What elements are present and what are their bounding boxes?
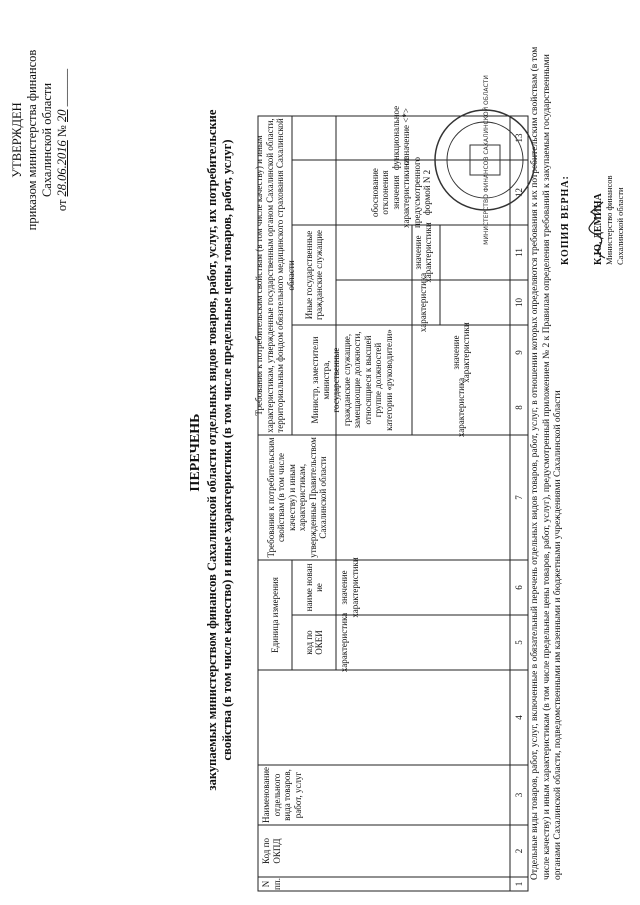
- header-name: Наименование отдельного вида товаров, работ, услуг: [261, 766, 303, 824]
- col-num-1: 1: [513, 881, 524, 887]
- subtitle-line-1: закупаемых министерством финансов Сахалинской области отдельных видов товаров, работ, услуг, их потребительские: [205, 109, 219, 791]
- header-other-staff: Иные государственные гражданские служащие: [303, 229, 324, 321]
- signer-org-2: Сахалинской области: [615, 187, 625, 265]
- col-num-8: 8: [513, 405, 524, 410]
- header-unit: Единица измерения: [269, 577, 280, 653]
- header-n: N пп.: [261, 878, 282, 890]
- signer-name: К.Ю. ДЕМИНА: [593, 193, 604, 265]
- approval-heading: УТВЕРЖДЕН: [10, 102, 24, 178]
- header-justification: обоснование отклонения значения характеристики от предусмотренного формой N 2: [369, 157, 432, 228]
- col-num-12: 12: [513, 188, 524, 197]
- col-num-5: 5: [513, 640, 524, 645]
- header-minister-char: характеристика: [455, 377, 466, 438]
- header-gov-requirements: Требования к потребительским свойствам (в том числе качеству) и иным характеристикам, утвержденные Правительством Сахалинской области: [265, 437, 328, 558]
- header-other-value: значение характеристики: [412, 222, 433, 283]
- header-okpd: Код по ОКПД: [261, 838, 282, 864]
- col-num-10: 10: [513, 298, 524, 307]
- approval-date: 28.06.2016: [55, 140, 69, 197]
- header-function: функциональное назначение <*>: [390, 105, 411, 171]
- col-num-4: 4: [513, 715, 524, 720]
- col-num-9: 9: [513, 350, 524, 355]
- approval-line-2: Сахалинской области: [40, 82, 54, 198]
- col-num-13: 13: [513, 133, 524, 143]
- footnote: Отдельные виды товаров, работ, услуг, включенные в обязательный перечень отдельных видов товаров, работ, услуг, в отношении которых определяются требования к их потребительским свойствам (в том числе качеству) и иным характеристикам (в том числе предельные цены товаров, работ, услуг), предусмотренный приложением № 2 к Правилам определения требований к закупаемым государственными органами Сахалинской области, подведомственными им казенными и бюджетными учреждениями Сахалинской области: [530, 46, 563, 880]
- copy-stamp: КОПИЯ ВЕРНА:: [560, 175, 571, 265]
- col-num-6: 6: [513, 585, 524, 590]
- document-title: ПЕРЕЧЕНЬ: [188, 413, 203, 492]
- col-num-7: 7: [513, 495, 524, 500]
- approval-line-1: приказом министерства финансов: [25, 49, 39, 231]
- header-spacer: [258, 670, 510, 765]
- approval-date-line: от 28.06.2016 № 20 ______: [55, 68, 69, 212]
- approval-number: 20: [55, 109, 69, 122]
- header-org-requirements: Требования к потребительским свойствам (в том числе качеству) и иным характеристикам, утвержденные государственным органом Сахалинской области, территориальным фондом обязательного медицинского страхования Сахалинской области: [254, 118, 296, 433]
- header-gov-value: значение характеристики: [339, 557, 360, 618]
- col-num-3: 3: [513, 792, 524, 798]
- handwritten-signature: [585, 200, 615, 260]
- header-unit-name: наиме нован ие: [303, 563, 324, 612]
- header-other-char: характеристика: [417, 272, 428, 333]
- number-label: №: [55, 125, 69, 138]
- col-num-11: 11: [513, 248, 524, 257]
- seal-text: МИНИСТЕРСТВО ФИНАНСОВ САХАЛИНСКОЙ ОБЛАСТИ: [483, 75, 490, 245]
- from-label: от: [55, 199, 69, 212]
- header-minister: Министр, заместители министра, государственные гражданские служащие, замещающие должности, относящиеся к высшей группе должностей категории «руководители»: [310, 329, 394, 431]
- subtitle-line-2: свойства (в том числе качество) и иные характеристики (в том числе предельные цены товаров, работ, услуг): [220, 139, 234, 761]
- col-num-2: 2: [513, 848, 524, 854]
- header-minister-value: значение характеристики: [450, 322, 471, 383]
- signer-org-1: Министерство финансов: [604, 175, 614, 265]
- header-unit-code: код по ОКЕИ: [303, 630, 324, 655]
- official-seal: [430, 75, 540, 245]
- header-gov-char: характеристика: [339, 612, 349, 673]
